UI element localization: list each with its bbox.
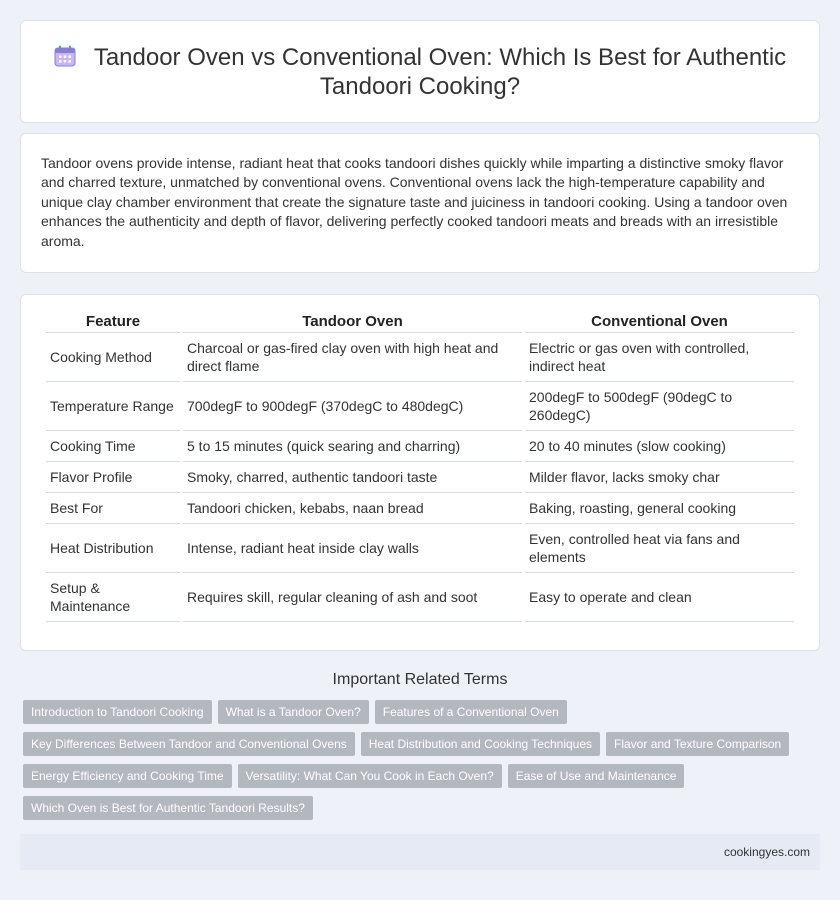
table-cell-tandoor: Smoky, charred, authentic tandoori taste — [183, 462, 522, 493]
intro-card — [20, 133, 820, 273]
table-row — [46, 573, 794, 622]
table-cell-tandoor: Intense, radiant heat inside clay walls — [183, 524, 522, 573]
tag-link[interactable]: Key Differences Between Tandoor and Conventional Ovens — [23, 732, 355, 756]
table-cell-tandoor: 700degF to 900degF (370degC to 480degC) — [183, 382, 522, 431]
table-cell-conventional: Electric or gas oven with controlled, indirect heat — [525, 333, 794, 382]
comparison-table — [43, 309, 797, 622]
table-row — [46, 431, 794, 462]
table-row — [46, 462, 794, 493]
page-title — [51, 43, 789, 101]
related-terms-title: Important Related Terms — [332, 671, 508, 688]
table-cell-tandoor: Charcoal or gas-fired clay oven with high heat and direct flame — [183, 333, 522, 382]
table-cell-conventional: Baking, roasting, general cooking — [525, 493, 794, 524]
header-tandoor-oven: Tandoor Oven — [183, 309, 522, 333]
related-terms-tags — [23, 700, 820, 820]
tag-link[interactable]: Heat Distribution and Cooking Techniques — [361, 732, 600, 756]
footer-site-name: cookingyes.com — [723, 845, 810, 859]
comparison-table-card — [20, 294, 820, 651]
table-cell-conventional: Easy to operate and clean — [525, 573, 794, 622]
page-title-text: Tandoor Oven vs Conventional Oven: Which Is Best for Authentic Tandoori Cooking? — [93, 43, 787, 100]
table-cell-feature: Cooking Time — [46, 431, 180, 462]
table-row — [46, 493, 794, 524]
tag-link[interactable]: Ease of Use and Maintenance — [508, 764, 685, 788]
footer — [20, 834, 820, 870]
title-card — [20, 20, 820, 123]
table-row — [46, 382, 794, 431]
table-row — [46, 524, 794, 573]
table-header-row — [46, 309, 794, 333]
calendar-icon — [54, 45, 76, 67]
tag-link[interactable]: Features of a Conventional Oven — [375, 700, 567, 724]
tag-link[interactable]: What is a Tandoor Oven? — [218, 700, 369, 724]
header-feature: Feature — [46, 309, 180, 333]
table-cell-tandoor: Tandoori chicken, kebabs, naan bread — [183, 493, 522, 524]
title-wrap — [51, 43, 789, 101]
table-cell-feature: Best For — [46, 493, 180, 524]
intro-paragraph: Tandoor ovens provide intense, radiant heat that cooks tandoori dishes quickly while imparting a distinctive smoky flavor and charred texture, unmatched by conventional ovens. Conventional ovens lack the high-temperature capability and unique clay chamber environment that create the signature taste and juiciness in tandoori cooking. Using a tandoor oven enhances the authenticity and depth of flavor, delivering perfectly cooked tandoori meats and breads with an irresistible aroma. — [41, 155, 788, 249]
table-cell-feature: Setup & Maintenance — [46, 573, 180, 622]
tag-link[interactable]: Energy Efficiency and Cooking Time — [23, 764, 232, 788]
tag-link[interactable]: Introduction to Tandoori Cooking — [23, 700, 212, 724]
table-cell-feature: Cooking Method — [46, 333, 180, 382]
table-cell-tandoor: 5 to 15 minutes (quick searing and charring) — [183, 431, 522, 462]
table-cell-feature: Heat Distribution — [46, 524, 180, 573]
header-conventional-oven: Conventional Oven — [525, 309, 794, 333]
table-cell-feature: Flavor Profile — [46, 462, 180, 493]
table-cell-conventional: 200degF to 500degF (90degC to 260degC) — [525, 382, 794, 431]
table-cell-conventional: 20 to 40 minutes (slow cooking) — [525, 431, 794, 462]
tag-link[interactable]: Versatility: What Can You Cook in Each Oven? — [238, 764, 502, 788]
tag-link[interactable]: Which Oven is Best for Authentic Tandoori Results? — [23, 796, 313, 820]
tag-link[interactable]: Flavor and Texture Comparison — [606, 732, 789, 756]
table-cell-feature: Temperature Range — [46, 382, 180, 431]
table-row — [46, 333, 794, 382]
table-cell-tandoor: Requires skill, regular cleaning of ash and soot — [183, 573, 522, 622]
table-cell-conventional: Milder flavor, lacks smoky char — [525, 462, 794, 493]
table-cell-conventional: Even, controlled heat via fans and elements — [525, 524, 794, 573]
